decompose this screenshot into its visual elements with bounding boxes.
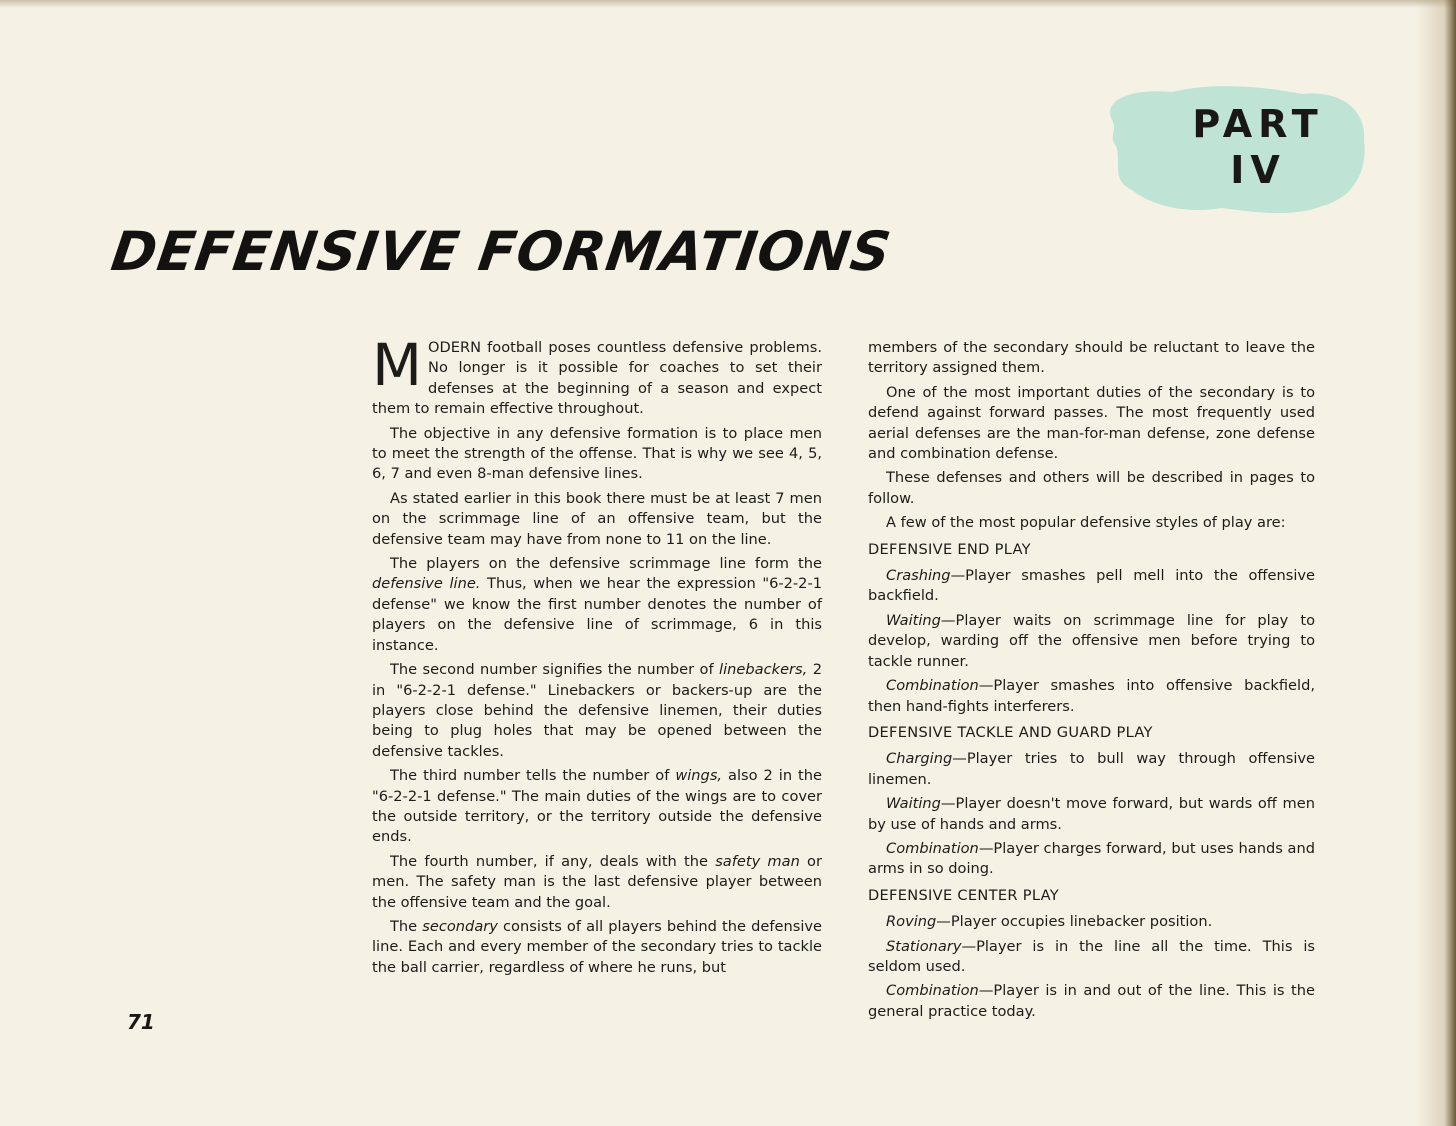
part-badge (1092, 80, 1368, 216)
item-tg-waiting: Waiting—Player doesn't move forward, but wards off men by use of hands and arms. (868, 795, 1315, 833)
heading-center-play: DEFENSIVE CENTER PLAY (868, 886, 1059, 904)
page-top-shadow (0, 0, 1456, 8)
part-label: PART (1192, 102, 1324, 146)
item-c-combination: Combination—Player is in and out of the line. This is the general practice today. (868, 982, 1315, 1020)
page-number: 71 (127, 1010, 155, 1034)
item-c-roving: Roving—Player occupies linebacker position. (886, 913, 1213, 931)
part-number: IV (1230, 148, 1286, 192)
chapter-title: DEFENSIVE FORMATIONS (107, 220, 896, 283)
item-c-stationary: Stationary—Player is in the line all the time. This is seldom used. (868, 937, 1315, 975)
page-gutter-shadow (1416, 0, 1456, 1126)
paragraph-secondary-cont: members of the secondary should be reluctant to leave the territory assigned them. (868, 339, 1315, 377)
paragraph-secondary: The secondary consists of all players behind the defensive line. Each and every member of the secondary tries to tackle the ball carrier, regardless of where he runs, but (372, 917, 822, 976)
paragraph-styles-intro: A few of the most popular defensive styles of play are: (886, 514, 1286, 532)
heading-end-play: DEFENSIVE END PLAY (868, 540, 1031, 558)
item-tg-charging: Charging—Player tries to bull way through offensive linemen. (868, 750, 1315, 788)
paragraph-defensive-line: The players on the defensive scrimmage line form the defensive line. Thus, when we hear the expression "6-2-2-1 defense" we know the first number denotes the number of players on the defensive line of scrimmage, 6 in this instance. (372, 555, 823, 654)
right-text-column (868, 338, 1315, 1026)
heading-tackle-guard-play: DEFENSIVE TACKLE AND GUARD PLAY (868, 723, 1153, 741)
drop-cap: M (372, 331, 423, 399)
paragraph-objective: The objective in any defensive formation is to place men to meet the strength of the offense. That is why we see 4, 5, 6, 7 and even 8-man defensive lines. (372, 424, 822, 483)
item-end-combination: Combination—Player smashes into offensive backfield, then hand-fights interferers. (868, 677, 1315, 715)
paragraph-wings: The third number tells the number of wings, also 2 in the "6-2-2-1 defense." The main duties of the wings are to cover the outside territory, or the territory outside the defensive ends. (372, 767, 823, 846)
item-tg-combination: Combination—Player charges forward, but uses hands and arms in so doing. (868, 839, 1315, 878)
paragraph-described: These defenses and others will be described in pages to follow. (868, 469, 1315, 507)
paragraph-linebackers: The second number signifies the number of linebackers, 2 in "6-2-2-1 defense." Linebackers or backers-up are the players close behind the defensive linemen, their duties being to plug holes that may be opened between the defensive tackles. (372, 661, 822, 760)
paragraph-intro: MODERN football poses countless defensive problems. No longer is it possible for coaches to set their defenses at the beginning of a season and expect them to remain effective throughout. (372, 331, 822, 418)
paragraph-safety: The fourth number, if any, deals with the safety man or men. The safety man is the last defensive player between the offensive team and the goal. (372, 852, 822, 911)
left-text-column (372, 331, 823, 982)
paragraph-aerial-defense: One of the most important duties of the secondary is to defend against forward passes. The most frequently used aerial defenses are the man-for-man defense, zone defense and combination defense. (868, 383, 1315, 463)
item-end-crashing: Crashing—Player smashes pell mell into the offensive backfield. (868, 567, 1315, 605)
paragraph-scrimmage-count: As stated earlier in this book there must be at least 7 men on the scrimmage line of an offensive team, but the defensive team may have from none to 11 on the line. (372, 489, 822, 548)
item-end-waiting: Waiting—Player waits on scrimmage line for play to develop, warding off the offensive men before trying to tackle runner. (868, 611, 1315, 670)
